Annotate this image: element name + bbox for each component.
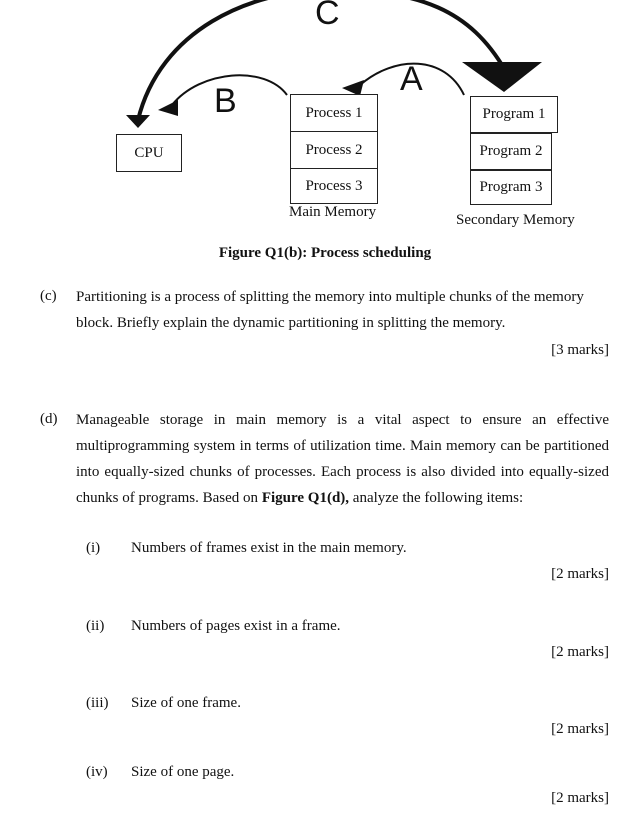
question-d-number: (d): [40, 411, 58, 427]
sub-question-marks: [2 marks]: [551, 790, 609, 806]
sub-question-marks: [2 marks]: [551, 644, 609, 660]
sub-question-text: Numbers of frames exist in the main memory.: [131, 540, 407, 556]
main-memory-label: Main Memory: [289, 204, 377, 220]
arrow-c-tail-head: [126, 115, 150, 128]
question-d-text-after: analyze the following items:: [352, 490, 524, 506]
question-c-number: (c): [40, 288, 57, 304]
sub-question-text: Numbers of pages exist in a frame.: [131, 618, 341, 634]
cpu-box: CPU: [116, 134, 182, 172]
figure-caption: Figure Q1(b): Process scheduling: [218, 245, 432, 261]
arrow-c-label: C: [315, 0, 340, 32]
question-c-text: Partitioning is a process of splitting the memory into multiple chunks of the memory block. Briefly explain the dynamic partitioning in splitting the memory.: [76, 289, 584, 331]
arrow-a-label: A: [400, 60, 423, 98]
sub-question-marks: [2 marks]: [551, 566, 609, 582]
process-3-cell: Process 3: [290, 168, 378, 204]
program-2-cell: Program 2: [470, 133, 552, 170]
sub-question-number: (iv): [86, 764, 108, 780]
question-d-text: [76, 407, 609, 511]
figure-reference: Figure Q1(d),: [261, 490, 350, 506]
sub-question-text: Size of one frame.: [131, 695, 241, 711]
process-1-cell: Process 1: [290, 94, 378, 132]
program-3-cell: Program 3: [470, 170, 552, 205]
process-2-cell: Process 2: [290, 131, 378, 169]
question-d-text-before: Manageable storage in main memory is a vital aspect to ensure an effective multiprogramming system in terms of utilization time. Main memory can be partitioned into equally-sized chunks of processes. Each process is also divided into equally-sized chunks of programs. Based on: [76, 412, 609, 506]
arrow-b-head: [158, 100, 178, 116]
sub-question-marks: [2 marks]: [551, 721, 609, 737]
arrow-b-label: B: [214, 82, 237, 120]
sub-question-text: Size of one page.: [131, 764, 235, 780]
sub-question-number: (ii): [86, 618, 105, 634]
arrow-c-head: [462, 62, 542, 92]
sub-question-number: (iii): [86, 695, 109, 711]
secondary-memory-label: Secondary Memory: [456, 212, 575, 228]
question-c-marks: [3 marks]: [551, 342, 609, 358]
sub-question-number: (i): [86, 540, 101, 556]
program-1-cell: Program 1: [470, 96, 558, 133]
